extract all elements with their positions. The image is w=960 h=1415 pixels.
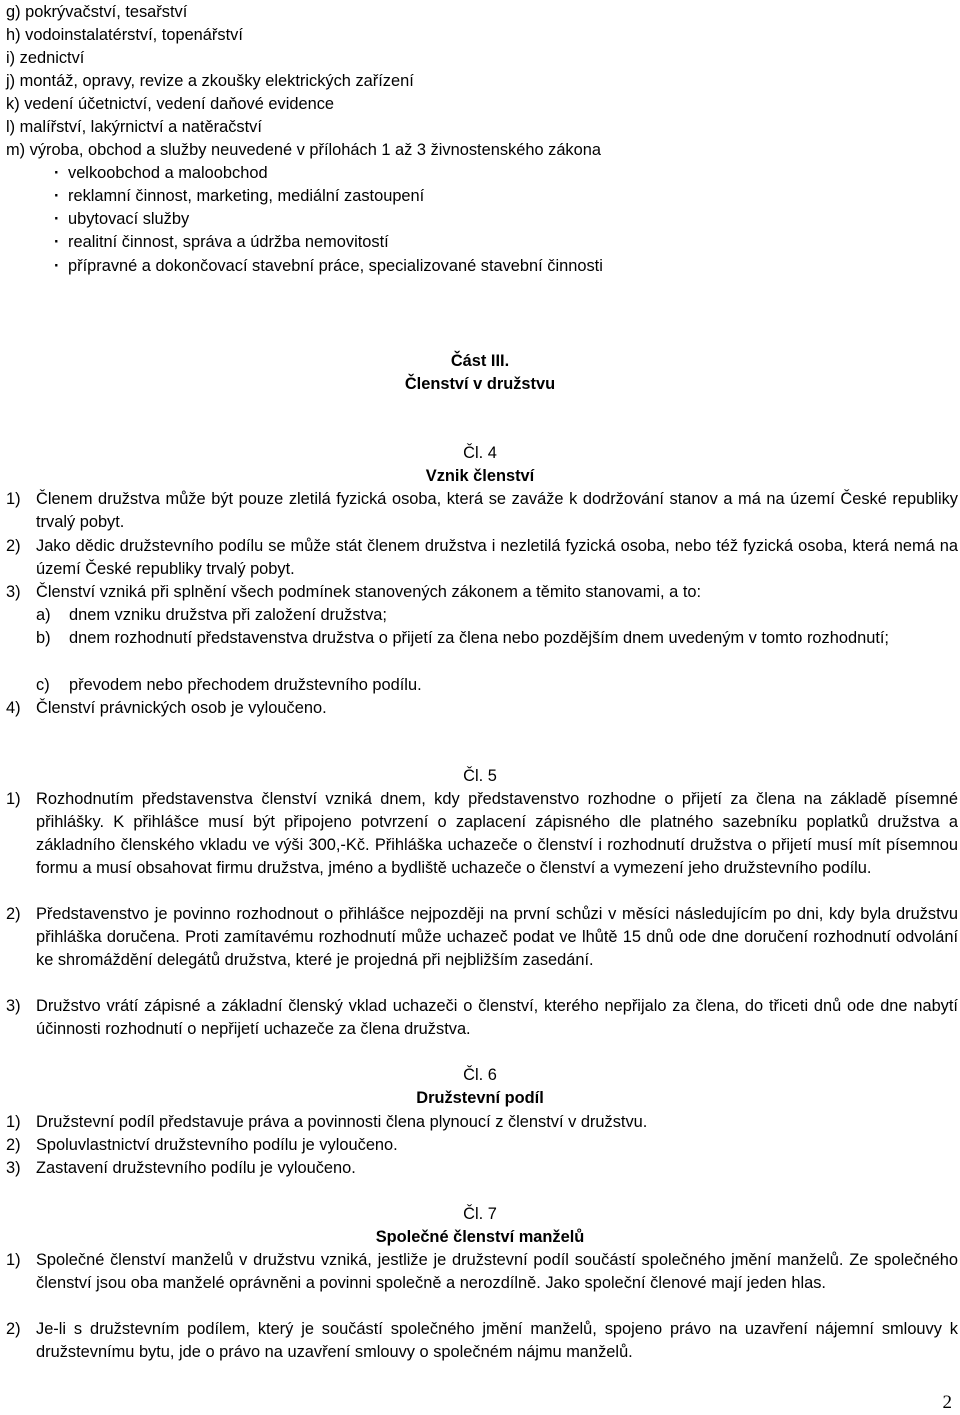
article-5-heading: Čl. 5 — [463, 767, 497, 785]
article-7-heading: Čl. 7 — [463, 1205, 497, 1223]
list-item: h) vodoinstalatérství, topenářství — [6, 26, 243, 44]
article-4-subitem-a: a) dnem vzniku družstva při založení družstva; — [36, 606, 387, 624]
article-5-item-1: 1) Rozhodnutím představenstva členství vzniká dnem, kdy představenstvo rozhodne o přijetí za člena na základě písemné přihlášky. K přihlášce musí být připojeno potvrzení o zaplacení zápisného dle platného sazebníku poplatků družstva a základního členského vkladu ve výši 300,-Kč. Přihláška uchazeče o členství i rozhodnutí družstva o přijetí musí mít písemnou formu a musí obsahovat firmu družstva, jméno a bydliště uchazeče o členství a vymezení jeho družstevního podílu. — [6, 790, 958, 877]
bullet-dot-icon: · — [54, 257, 60, 275]
bullet-item: · ubytovací služby — [54, 208, 189, 231]
bullet-dot-icon: · — [54, 233, 60, 251]
article-5-item-3: 3) Družstvo vrátí zápisné a základní členský vklad uchazeči o členství, kterého nepřijalo za člena, do třiceti dnů ode dne nabytí účinnosti rozhodnutí o nepřijetí uchazeče za člena družstva. — [6, 997, 958, 1038]
bullet-item: · přípravné a dokončovací stavební práce, specializované stavební činnosti — [54, 255, 603, 278]
list-item: i) zednictví — [6, 49, 85, 67]
article-4-item-1: 1) Členem družstva může být pouze zletilá fyzická osoba, která se zaváže k dodržování stanov a má na území České republiky trvalý pobyt. — [6, 490, 958, 531]
page-number: 2 — [942, 1392, 952, 1413]
article-4-item-4: 4) Členství právnických osob je vyloučeno. — [6, 699, 327, 717]
list-item: j) montáž, opravy, revize a zkoušky elektrických zařízení — [6, 72, 414, 90]
list-item: k) vedení účetnictví, vedení daňové evidence — [6, 95, 335, 113]
article-4-subitem-b: b) dnem rozhodnutí představenstva družstva o přijetí za člena nebo pozdějším dnem uvedeným v tomto rozhodnutí; — [36, 629, 889, 647]
list-item: l) malířství, lakýrnictví a natěračství — [6, 118, 262, 136]
article-7-item-2: 2) Je-li s družstevním podílem, který je součástí společného jmění manželů, spojeno právo na uzavření nájemní smlouvy k družstevnímu bytu, jde o právo na uzavření smlouvy o společném nájmu manželů. — [6, 1320, 958, 1361]
article-5-item-2: 2) Představenstvo je povinno rozhodnout o přihlášce nejpozději na první schůzi v měsíci následujícím po dni, kdy byla družstvu přihláška doručena. Proti zamítavému rozhodnutí může uchazeč podat ve lhůtě 15 dnů ode dne doručení rozhodnutí odvolání ke shromáždění delegátů družstva, které je projedná při nejbližším zasedání. — [6, 905, 958, 969]
bullet-dot-icon: · — [54, 164, 60, 182]
article-6-item-3: 3) Zastavení družstevního podílu je vyloučeno. — [6, 1159, 356, 1177]
list-item: g) pokrývačství, tesařství — [6, 3, 188, 21]
article-4-title: Vznik členství — [425, 467, 535, 485]
part-heading: Část III. — [450, 352, 510, 370]
part-title: Členství v družstvu — [404, 375, 556, 393]
article-7-item-1: 1) Společné členství manželů v družstvu vzniká, jestliže je družstevní podíl součástí společného jmění manželů. Ze společného členství jsou oba manželé oprávněni a povinni společně a nerozdílně. Jako společní členové mají jeden hlas. — [6, 1251, 958, 1292]
article-6-item-1: 1) Družstevní podíl představuje práva a povinnosti člena plynoucí z členství v družstvu. — [6, 1113, 648, 1131]
bullet-dot-icon: · — [54, 210, 60, 228]
article-6-title: Družstevní podíl — [416, 1089, 544, 1107]
bullet-item: · velkoobchod a maloobchod — [54, 162, 268, 185]
bullet-item: · reklamní činnost, marketing, mediální zastoupení — [54, 185, 424, 208]
article-6-item-2: 2) Spoluvlastnictví družstevního podílu je vyloučeno. — [6, 1136, 398, 1154]
article-4-subitem-c: c) převodem nebo přechodem družstevního podílu. — [36, 676, 422, 694]
bullet-dot-icon: · — [54, 187, 60, 205]
list-item: m) výroba, obchod a služby neuvedené v přílohách 1 až 3 živnostenského zákona — [6, 141, 601, 159]
article-6-heading: Čl. 6 — [463, 1066, 497, 1084]
article-4-item-2: 2) Jako dědic družstevního podílu se může stát členem družstva i nezletilá fyzická osoba, nebo též fyzická osoba, která nemá na území České republiky trvalý pobyt. — [6, 537, 958, 578]
article-7-title: Společné členství manželů — [375, 1228, 585, 1246]
article-4-heading: Čl. 4 — [463, 444, 497, 462]
article-4-item-3: 3) Členství vzniká při splnění všech podmínek stanovených zákonem a těmito stanovami, a to: — [6, 583, 702, 601]
bullet-item: · realitní činnost, správa a údržba nemovitostí — [54, 231, 389, 254]
